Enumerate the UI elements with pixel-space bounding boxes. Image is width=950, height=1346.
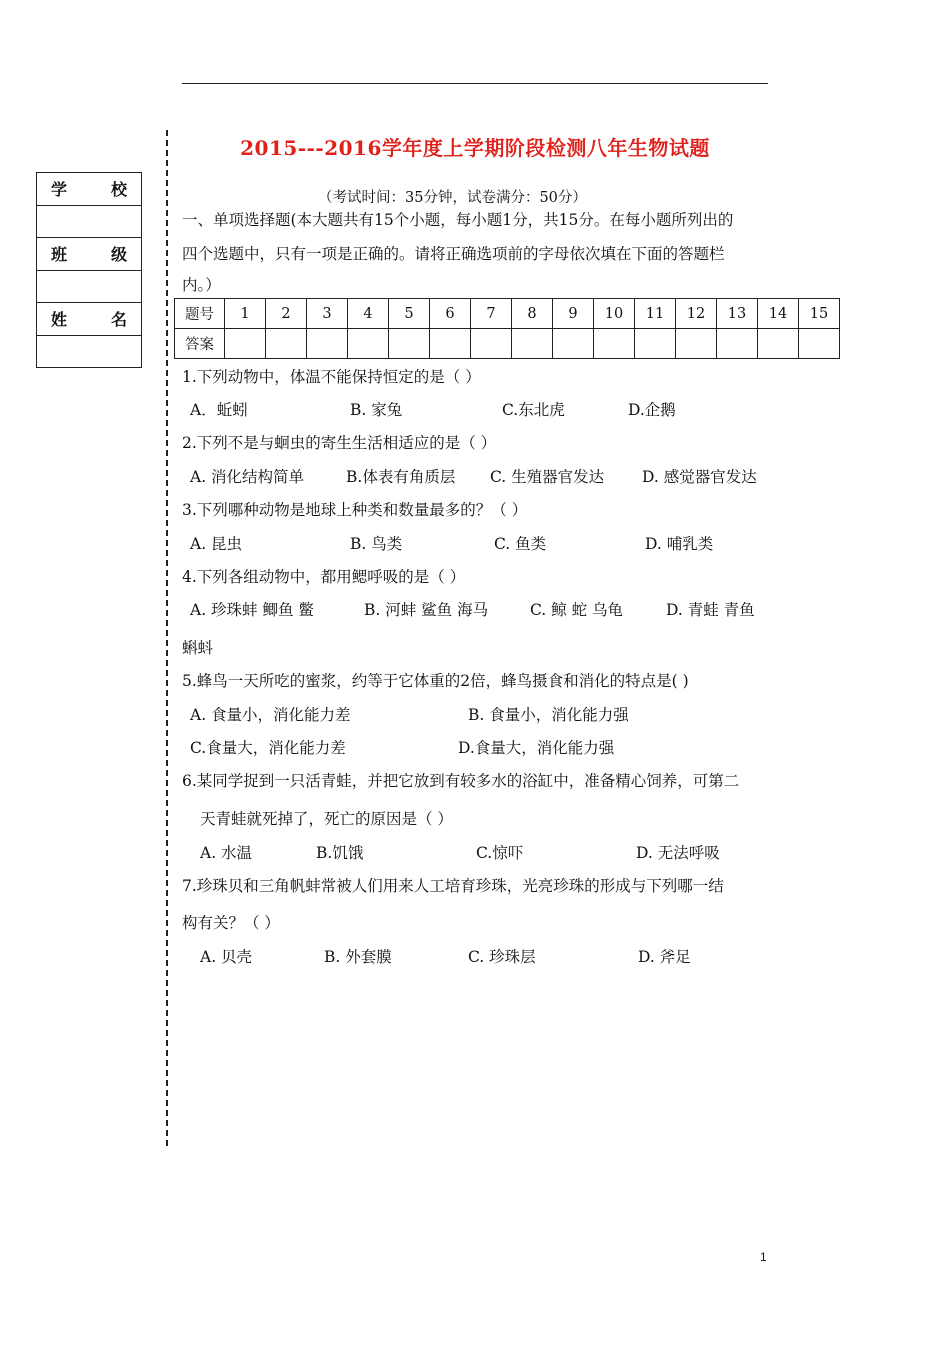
question-number: 5 <box>389 299 430 329</box>
answer-cell[interactable] <box>307 329 348 359</box>
question-4-stem: 4.下列各组动物中，都用鳃呼吸的是（ ） <box>182 568 466 586</box>
answer-cell[interactable] <box>471 329 512 359</box>
question-3-option-b: B. 鸟类 <box>350 535 403 553</box>
class-label-a: 班 <box>51 245 68 265</box>
question-number: 12 <box>676 299 717 329</box>
question-1-option-d: D.企鹅 <box>628 401 676 419</box>
answer-table <box>174 298 840 359</box>
question-5-option-a: A. 食量小，消化能力差 <box>190 706 351 724</box>
question-3-option-c: C. 鱼类 <box>494 535 547 553</box>
question-4-option-a: A. 珍珠蚌 鲫鱼 鳖 <box>190 601 314 619</box>
question-number: 1 <box>225 299 266 329</box>
answer-cell[interactable] <box>799 329 840 359</box>
question-5-option-b: B. 食量小，消化能力强 <box>468 706 629 724</box>
answer-cell[interactable] <box>512 329 553 359</box>
answer-cell[interactable] <box>635 329 676 359</box>
binding-dashed-line <box>166 130 168 1146</box>
answer-cell[interactable] <box>676 329 717 359</box>
exam-info: （考试时间：35分钟，试卷满分：50分） <box>318 190 587 206</box>
question-number-label: 题号 <box>175 299 225 329</box>
question-7-option-d: D. 斧足 <box>638 948 691 966</box>
question-3-stem: 3.下列哪种动物是地球上种类和数量最多的？（ ） <box>182 501 528 519</box>
answer-label: 答案 <box>175 329 225 359</box>
school-field[interactable] <box>37 206 141 239</box>
question-1-option-a: A．蚯蚓 <box>190 401 248 419</box>
question-6-stem-line2: 天青蛙就死掉了，死亡的原因是（ ） <box>200 810 453 828</box>
question-6-option-b: B.饥饿 <box>316 844 364 862</box>
question-4-option-d-continued: 蝌蚪 <box>182 639 214 657</box>
answer-cell[interactable] <box>389 329 430 359</box>
name-label-b: 名 <box>110 310 127 330</box>
page-number: 1 <box>760 1250 767 1264</box>
answer-cell[interactable] <box>553 329 594 359</box>
question-number: 13 <box>717 299 758 329</box>
question-7-option-c: C. 珍珠层 <box>468 948 536 966</box>
question-5-option-d: D.食量大，消化能力强 <box>458 739 615 757</box>
class-label-b: 级 <box>110 245 127 265</box>
question-6-option-c: C.惊吓 <box>476 844 524 862</box>
answer-cell[interactable] <box>594 329 635 359</box>
name-field[interactable] <box>37 336 141 369</box>
header-rule <box>182 83 768 84</box>
school-label-b: 校 <box>110 180 127 200</box>
question-4-option-c: C. 鲸 蛇 乌龟 <box>530 601 624 619</box>
name-label-row <box>37 303 141 336</box>
question-2-option-d: D. 感觉器官发达 <box>642 468 757 486</box>
question-number: 8 <box>512 299 553 329</box>
answer-table-answer-row <box>175 329 840 359</box>
question-7-stem: 7.珍珠贝和三角帆蚌常被人们用来人工培育珍珠，光亮珍珠的形成与下列哪一结 <box>182 877 724 895</box>
answer-cell[interactable] <box>266 329 307 359</box>
class-label-row <box>37 238 141 271</box>
question-4-option-b: B. 河蚌 鲨鱼 海马 <box>364 601 489 619</box>
question-number: 15 <box>799 299 840 329</box>
question-1-option-c: C.东北虎 <box>502 401 565 419</box>
question-number: 3 <box>307 299 348 329</box>
question-3-option-a: A. 昆虫 <box>190 535 243 553</box>
question-number: 11 <box>635 299 676 329</box>
question-2-option-a: A. 消化结构简单 <box>190 468 305 486</box>
question-3-option-d: D. 哺乳类 <box>645 535 714 553</box>
question-number: 9 <box>553 299 594 329</box>
answer-cell[interactable] <box>430 329 471 359</box>
question-2-stem: 2.下列不是与蛔虫的寄生生活相适应的是（ ） <box>182 434 497 452</box>
class-field[interactable] <box>37 271 141 304</box>
student-info-box <box>36 172 142 368</box>
school-label-row <box>37 173 141 206</box>
answer-cell[interactable] <box>758 329 799 359</box>
question-4-option-d: D. 青蛙 青鱼 <box>666 601 755 619</box>
question-1-option-b: B. 家兔 <box>350 401 403 419</box>
question-number: 7 <box>471 299 512 329</box>
question-5-stem: 5.蜂鸟一天所吃的蜜浆，约等于它体重的2倍，蜂鸟摄食和消化的特点是( ) <box>182 672 689 690</box>
question-6-stem: 6.某同学捉到一只活青蛙，并把它放到有较多水的浴缸中，准备精心饲养，可第二 <box>182 772 740 790</box>
section-instructions-line2: 四个选题中，只有一项是正确的。请将正确选项前的字母依次填在下面的答题栏 <box>182 245 725 263</box>
question-5-option-c: C.食量大，消化能力差 <box>190 739 346 757</box>
question-number: 2 <box>266 299 307 329</box>
question-2-option-b: B.体表有角质层 <box>346 468 456 486</box>
question-6-option-d: D. 无法呼吸 <box>636 844 720 862</box>
answer-cell[interactable] <box>225 329 266 359</box>
answer-table-header-row <box>175 299 840 329</box>
section-instructions-line3: 内。） <box>182 276 221 294</box>
page-title: 2015---2016学年度上学期阶段检测八年生物试题 <box>240 136 710 160</box>
school-label-a: 学 <box>51 180 68 200</box>
question-6-option-a: A. 水温 <box>200 844 253 862</box>
question-2-option-c: C. 生殖器官发达 <box>490 468 605 486</box>
answer-cell[interactable] <box>717 329 758 359</box>
question-1-stem: 1.下列动物中，体温不能保持恒定的是（ ） <box>182 368 481 386</box>
question-number: 14 <box>758 299 799 329</box>
question-number: 4 <box>348 299 389 329</box>
section-instructions-line1: 一、单项选择题(本大题共有15个小题，每小题1分，共15分。在每小题所列出的 <box>182 211 734 229</box>
question-number: 10 <box>594 299 635 329</box>
question-7-option-a: A. 贝壳 <box>200 948 253 966</box>
question-7-stem-line2: 构有关？（ ） <box>182 914 280 932</box>
question-7-option-b: B. 外套膜 <box>324 948 392 966</box>
answer-cell[interactable] <box>348 329 389 359</box>
question-number: 6 <box>430 299 471 329</box>
name-label-a: 姓 <box>51 310 68 330</box>
